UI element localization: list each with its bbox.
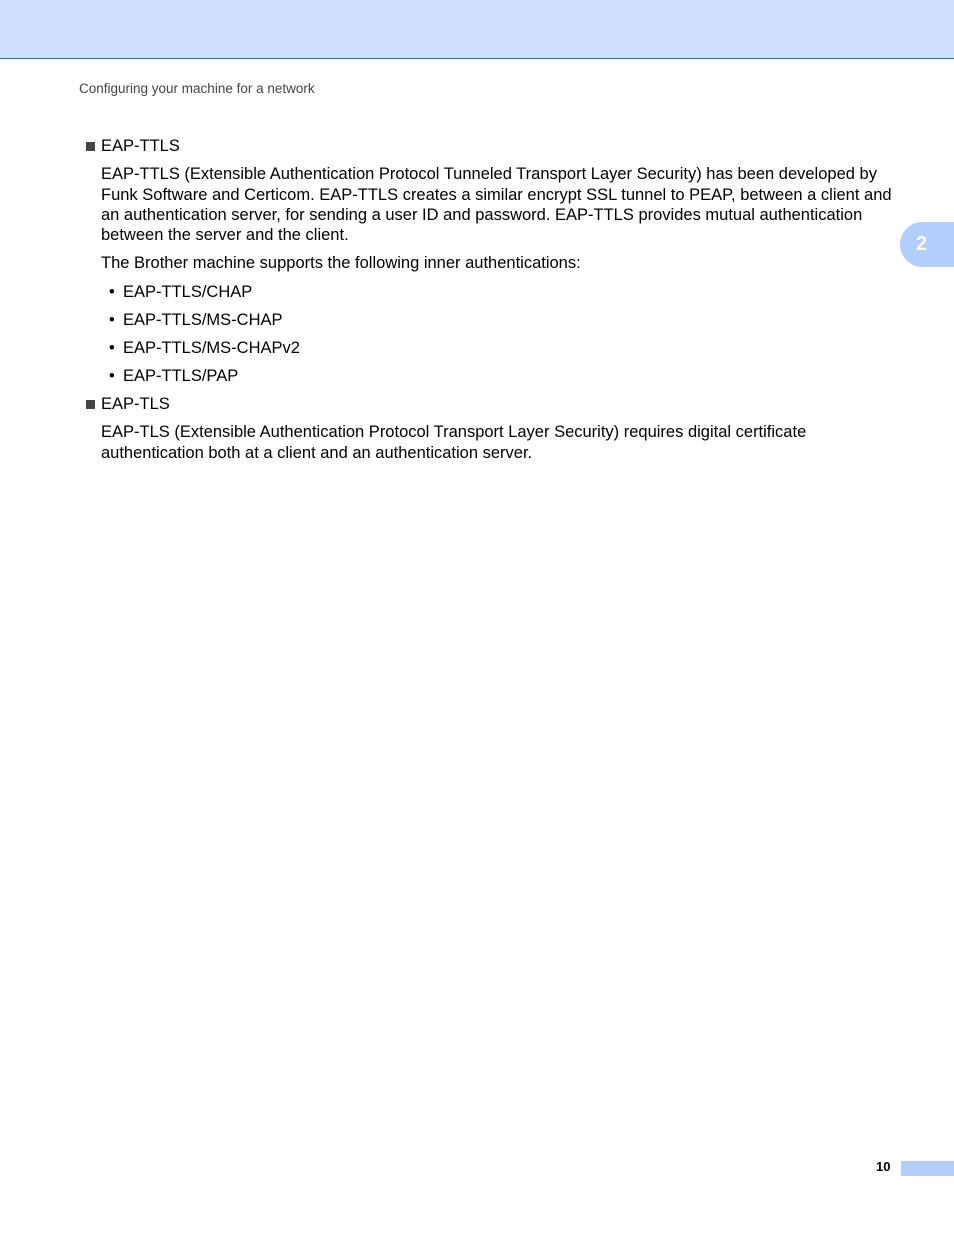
page-tab xyxy=(901,1161,954,1176)
section-description: EAP-TLS (Extensible Authentication Protocol Transport Layer Security) requires digital certificate authentication both at a client and an authentication server. xyxy=(101,423,807,462)
section-title: EAP-TLS xyxy=(101,395,170,414)
header-band xyxy=(0,0,954,59)
list-item xyxy=(101,282,894,302)
list-item-label: EAP-TTLS/MS-CHAPv2 xyxy=(123,338,300,357)
inner-auth-list xyxy=(101,282,894,386)
bullet-dot-icon: • xyxy=(109,310,115,329)
square-bullet-icon xyxy=(86,142,95,151)
list-item xyxy=(101,338,894,358)
main-content xyxy=(84,136,894,471)
section-description: EAP-TTLS (Extensible Authentication Protocol Tunneled Transport Layer Security) has been developed by Funk Software and Certicom. EAP-TTLS creates a similar encrypt SSL tunnel to PEAP, between a client and an authentication server, for sending a user ID and password. EAP-TTLS provides mutual authentication between the server and the client. xyxy=(101,165,892,245)
square-bullet-icon xyxy=(86,400,95,409)
bullet-dot-icon: • xyxy=(109,366,115,385)
list-item-label: EAP-TTLS/CHAP xyxy=(123,282,253,301)
list-item xyxy=(101,310,894,330)
chapter-tab: 2 xyxy=(900,222,954,267)
running-header: Configuring your machine for a network xyxy=(79,81,315,96)
page-number: 10 xyxy=(876,1159,891,1174)
section-heading-eap-ttls xyxy=(84,136,894,156)
section-heading-eap-tls xyxy=(84,394,894,414)
list-item-label: EAP-TTLS/PAP xyxy=(123,366,239,385)
list-intro: The Brother machine supports the following inner authentications: xyxy=(101,254,581,273)
bullet-dot-icon: • xyxy=(109,338,115,357)
bullet-dot-icon: • xyxy=(109,282,115,301)
list-item-label: EAP-TTLS/MS-CHAP xyxy=(123,310,283,329)
list-item xyxy=(101,366,894,386)
section-title: EAP-TTLS xyxy=(101,137,180,155)
